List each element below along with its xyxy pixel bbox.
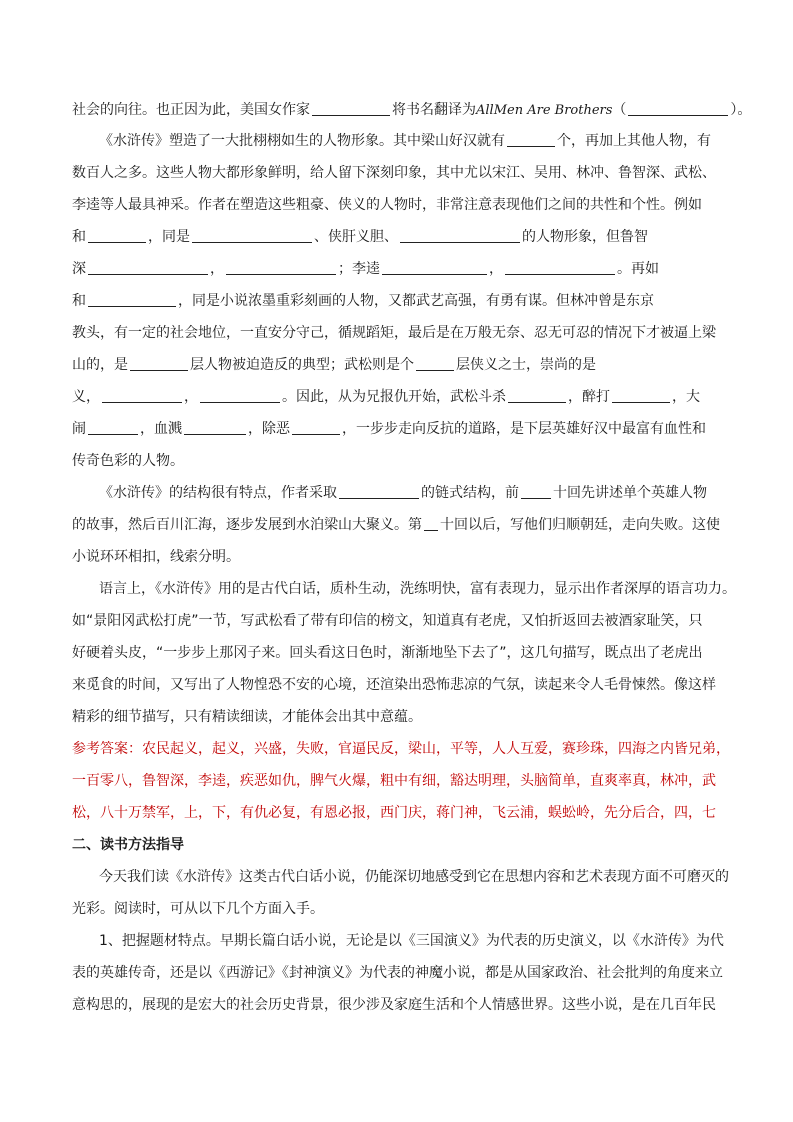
- fill-blank: [312, 99, 390, 116]
- text-line: [72, 96, 752, 124]
- fill-blank: [88, 290, 176, 307]
- fill-blank: [612, 386, 670, 403]
- text-line: 李逵等人最具神采。作者在塑造这些粗豪、侠义的人物时，非常注意表现他们之间的共性和个性。例如: [72, 197, 702, 213]
- text-run: ，: [184, 389, 198, 405]
- fill-blank: [382, 258, 487, 275]
- text-line: 精彩的细节描写，只有精读细读，才能体会出其中意蕴。: [72, 709, 422, 725]
- fill-blank: [400, 226, 520, 243]
- fill-blank: [424, 514, 438, 531]
- text-line: 今天我们读《水浒传》这类古代白话小说，仍能深切地感受到它在思想内容和艺术表现方面不可磨灭的: [99, 869, 729, 885]
- text-line: 好硬着头皮，“一步步上那冈子来。回头看这日色时，渐渐地坠下去了”，这几句描写，既点出了老虎出: [72, 645, 703, 661]
- text-run: 的人物形象，但鲁智: [522, 229, 648, 245]
- answer-line: 一百零八，鲁智深，李逵，疾恶如仇，脾气火爆，粗中有细，豁达明理，头脑简单，直爽率真，林冲，武: [72, 773, 716, 789]
- text-line: [72, 351, 722, 379]
- text-run: 个，再加上其他人物，有: [557, 133, 711, 149]
- text-run: 十回以后，写他们归顺朝廷，走向失败。这使: [440, 517, 720, 533]
- text-run: ，除恶: [248, 421, 290, 437]
- answer-line: 松，八十万禁军，上，下，有仇必复，有恩必报，西门庆，蒋门神，飞云浦，蜈蚣岭，先分后合，四，七: [72, 805, 716, 821]
- text-line: 教头，有一定的社会地位，一直安分守己，循规蹈矩，最后是在万般无奈、忍无可忍的情况下才被逼上梁: [72, 325, 716, 341]
- text-run: ，同是小说浓墨重彩刻画的人物，又都武艺高强，有勇有谋。但林冲曾是东京: [178, 293, 654, 309]
- text-run: ，: [210, 261, 224, 277]
- text-run: 。因此，从为兄报仇开始，武松斗杀: [282, 389, 506, 405]
- fill-blank: [200, 386, 280, 403]
- text-run: ，大: [672, 389, 700, 405]
- text-line: [72, 415, 722, 443]
- text-run: 义，: [72, 389, 100, 405]
- fill-blank: [130, 354, 188, 371]
- text-run: ，同是: [148, 229, 190, 245]
- text-run: ；李逵: [338, 261, 380, 277]
- text-run: 的故事，然后百川汇海，逐步发展到水泊梁山大聚义。第: [72, 517, 422, 533]
- english-title: AllMen Are Brothers: [476, 103, 613, 118]
- text-run: ，一步步走向反抗的道路，是下层英雄好汉中最富有血性和: [342, 421, 706, 437]
- text-line: [72, 255, 722, 283]
- text-line: 如“景阳冈武松打虎”一节，写武松看了带有印信的榜文，知道真有老虎，又怕折返回去被酒家耻笑，只: [72, 613, 703, 629]
- fill-blank: [505, 258, 615, 275]
- fill-blank: [184, 418, 246, 435]
- text-run: ）。: [730, 102, 752, 118]
- fill-blank: [88, 418, 138, 435]
- text-run: 层侠义之士，崇尚的是: [456, 357, 596, 373]
- section-heading: 二、读书方法指导: [72, 837, 184, 853]
- text-run: 社会的向往。也正因为此，美国女作家: [72, 102, 310, 118]
- text-run: 。再如: [617, 261, 659, 277]
- text-run: 《水浒传》的结构很有特点，作者采取: [99, 485, 337, 501]
- text-line: 语言上，《水浒传》用的是古代白话，质朴生动，洗练明快，富有表现力，显示出作者深厚的语言功力。: [99, 581, 736, 597]
- text-line: [72, 511, 722, 539]
- fill-blank: [292, 418, 340, 435]
- text-line: [72, 383, 722, 411]
- text-run: 山的，是: [72, 357, 128, 373]
- fill-blank: [88, 258, 208, 275]
- fill-blank: [339, 482, 419, 499]
- text-run: 的链式结构，前: [421, 485, 519, 501]
- text-run: 深: [72, 261, 86, 277]
- fill-blank: [416, 354, 454, 371]
- text-run: ，醉打: [568, 389, 610, 405]
- text-line: 传奇色彩的人物。: [72, 453, 184, 469]
- fill-blank: [226, 258, 336, 275]
- fill-blank: [628, 99, 728, 116]
- text-line: 1、把握题材特点。早期长篇白话小说，无论是以《三国演义》为代表的历史演义，以《水浒传》为代: [99, 933, 724, 949]
- fill-blank: [521, 482, 551, 499]
- text-run: 闹: [72, 421, 86, 437]
- text-line: 光彩。阅读时，可从以下几个方面入手。: [72, 901, 324, 917]
- fill-blank: [507, 130, 555, 147]
- text-run: ，: [489, 261, 503, 277]
- text-run: 和: [72, 293, 86, 309]
- text-run: 《水浒传》塑造了一大批栩栩如生的人物形象。其中梁山好汉就有: [99, 133, 505, 149]
- text-run: 将书名翻译为: [392, 102, 476, 118]
- text-line: [72, 223, 722, 251]
- text-line: 小说环环相扣，线索分明。: [72, 549, 240, 565]
- text-line: [99, 479, 722, 507]
- fill-blank: [508, 386, 566, 403]
- text-line: 表的英雄传奇，还是以《西游记》《封神演义》为代表的神魔小说，都是从国家政治、社会批判的角度来立: [72, 965, 723, 981]
- text-run: ，血溅: [140, 421, 182, 437]
- fill-blank: [102, 386, 182, 403]
- fill-blank: [192, 226, 312, 243]
- text-line: [72, 287, 722, 315]
- text-line: [99, 127, 722, 155]
- text-run: （: [612, 102, 627, 118]
- text-run: 十回先讲述单个英雄人物: [553, 485, 707, 501]
- text-line: 数百人之多。这些人物大都形象鲜明，给人留下深刻印象，其中尤以宋江、吴用、林冲、鲁智深、武松、: [72, 165, 716, 181]
- text-line: 意构思的，展现的是宏大的社会历史背景，很少涉及家庭生活和个人情感世界。这些小说，是在几百年民: [72, 997, 716, 1013]
- text-line: 来觅食的时间，又写出了人物惶恐不安的心境，还渲染出恐怖悲凉的气氛，读起来令人毛骨悚然。像这样: [72, 677, 716, 693]
- answer-line: 参考答案：农民起义，起义，兴盛，失败，官逼民反，梁山，平等，人人互爱，赛珍珠，四海之内皆兄弟，: [72, 741, 730, 757]
- text-run: 层人物被迫造反的典型；武松则是个: [190, 357, 414, 373]
- text-run: 和: [72, 229, 86, 245]
- text-run: 、侠肝义胆、: [314, 229, 398, 245]
- fill-blank: [88, 226, 146, 243]
